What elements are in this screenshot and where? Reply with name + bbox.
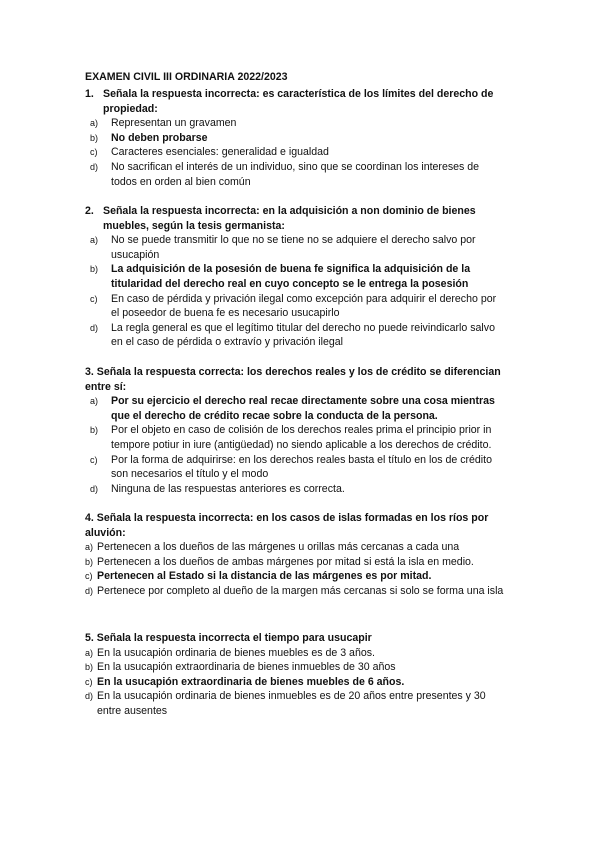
option-d: d) No sacrifican el interés de un individuo, sino que se coordinan los intereses de todos en orden al bien común xyxy=(90,160,480,188)
option-d: d) En la usucapión ordinaria de bienes inmuebles es de 20 años entre presentes y 30 entre ausentes xyxy=(85,690,486,717)
question-text: Señala la respuesta incorrecta: es característica de los límites del derecho de propiedad: xyxy=(103,88,494,115)
option-d: d) Pertenece por completo al dueño de la margen más cercanas si solo se forma una isla xyxy=(85,584,504,597)
question-2 xyxy=(85,204,505,350)
option-c: c) Pertenecen al Estado si la distancia de las márgenes es por mitad. xyxy=(85,570,432,583)
question-heading xyxy=(85,204,505,233)
question-text: Señala la respuesta incorrecta el tiempo para usucapir xyxy=(96,632,372,644)
exam-title: EXAMEN CIVIL III ORDINARIA 2022/2023 xyxy=(85,71,288,83)
question-1 xyxy=(85,87,505,189)
question-4 xyxy=(85,511,505,599)
option-c: c) En caso de pérdida y privación ilegal como excepción para adquirir el derecho por el poseedor de buena fe es necesario usucapirlo xyxy=(90,292,497,320)
question-heading xyxy=(85,365,505,394)
question-3 xyxy=(85,365,505,496)
option-a: a) Por su ejercicio el derecho real recae directamente sobre una cosa mientras que el derecho de crédito recae sobre la conducta de la persona. xyxy=(90,395,495,422)
question-number: 3. xyxy=(85,366,94,378)
option-b: b) En la usucapión extraordinaria de bienes inmuebles de 30 años xyxy=(85,661,396,674)
question-heading xyxy=(85,87,505,116)
question-heading xyxy=(85,631,505,646)
option-b: b) No deben probarse xyxy=(90,131,208,144)
option-c: c) Por la forma de adquirirse: en los derechos reales basta el título en los de crédito son necesarios el título y el modo xyxy=(90,453,492,481)
option-b: b) La adquisición de la posesión de buena fe significa la adquisición de la titularidad del derecho real en cuyo concepto se le entrega la posesión xyxy=(90,263,471,290)
option-b: b) Por el objeto en caso de colisión de los derechos reales prima el principio prior in tempore potiur in iure (antigüedad) no siendo aplicable a los derechos de crédito. xyxy=(90,424,492,451)
option-c: c) Caracteres esenciales: generalidad e igualdad xyxy=(90,146,329,159)
option-a: a) En la usucapión ordinaria de bienes muebles es de 3 años. xyxy=(85,646,375,659)
option-d: d) Ninguna de las respuestas anteriores es correcta. xyxy=(90,482,345,495)
option-a: a) No se puede transmitir lo que no se tiene no se adquiere el derecho salvo por usucapión xyxy=(90,234,476,261)
question-number: 1. xyxy=(85,88,94,100)
question-heading xyxy=(85,511,505,540)
option-a: a) Pertenecen a los dueños de las márgenes u orillas más cercanas a cada una xyxy=(85,541,460,554)
option-a: a) Representan un gravamen xyxy=(90,117,237,130)
question-text: Señala la respuesta correcta: los derechos reales y los de crédito se diferencian entre sí: xyxy=(85,366,501,393)
question-number: 2. xyxy=(85,205,94,217)
question-number: 4. xyxy=(85,512,94,524)
question-5 xyxy=(85,631,505,719)
option-c: c) En la usucapión extraordinaria de bienes muebles de 6 años. xyxy=(85,675,405,688)
question-text: Señala la respuesta incorrecta: en la adquisición a non dominio de bienes muebles, según la tesis germanista: xyxy=(103,205,476,232)
option-b: b) Pertenecen a los dueños de ambas márgenes por mitad si está la isla en medio. xyxy=(85,555,474,568)
question-text: Señala la respuesta incorrecta: en los casos de islas formadas en los ríos por aluvión: xyxy=(85,512,489,539)
option-d: d) La regla general es que el legítimo titular del derecho no puede reivindicarlo salvo en el caso de pérdida o extravío y privación ilegal xyxy=(90,321,495,349)
question-number: 5. xyxy=(85,632,94,644)
